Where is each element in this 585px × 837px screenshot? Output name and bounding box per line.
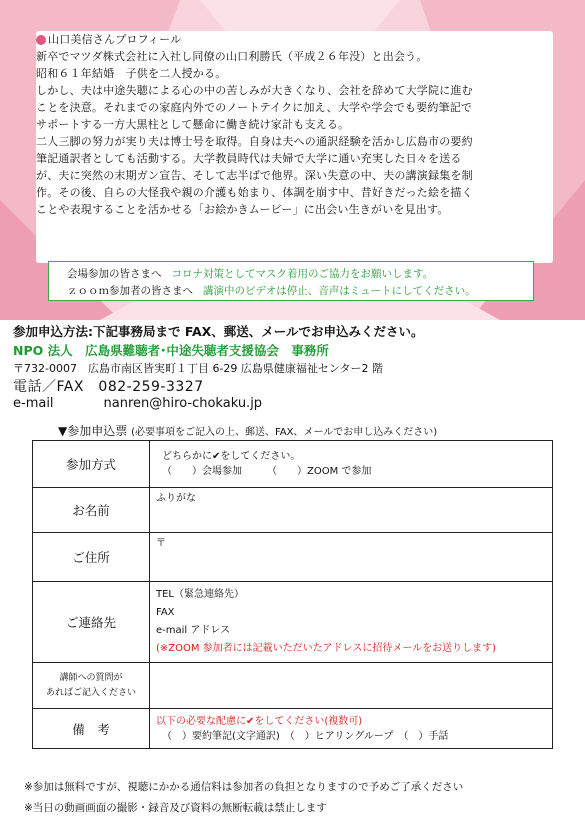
profile-line: ことを決意。それまでの家庭内外でのノートテイクに加え、大学や学会でも要約筆記で (36, 101, 473, 114)
form-label-question (33, 663, 150, 709)
profile-line: 作。その後、自らの大怪我や親の介護も始まり、体調を崩す中、昔好きだった絵を描く (36, 186, 473, 199)
footer-note-fee: ※参加は無料ですが、視聴にかかる通信料は参加者の負担となりますので予めご了承ください (24, 781, 464, 793)
form-row-address (33, 533, 553, 582)
email-label: e-mail (13, 396, 54, 411)
profile-line: ことや表現することを活かせる「お絵かきムービー」に出会い生きがいを見出す。 (36, 203, 449, 216)
form-field-method[interactable] (150, 441, 553, 488)
org-name: NPO 法人 広島県難聴者･中途失聴者支援協会 事務所 (13, 343, 329, 358)
form-title: ▼参加申込票 (58, 424, 128, 438)
form-title-row (58, 422, 437, 439)
profile-box (36, 31, 553, 263)
contact-email-label: e-mail アドレス (156, 625, 231, 636)
notice-zoom-row (67, 283, 476, 298)
profile-line: サポートする一方大黒柱として懸命に働き続け家計も支える。 (36, 118, 350, 131)
form-row-question (33, 663, 553, 709)
profile-line: 新卒でマツダ株式会社に入社し同僚の山口利勝氏（平成２６年没）と出会う。 (36, 50, 428, 63)
contact-fax-label: FAX (156, 607, 175, 618)
org-address: 〒732-0007 広島市南区皆実町１丁目 6-29 広島県健康福祉センター2 階 (13, 362, 383, 375)
form-row-remarks (33, 709, 553, 749)
profile-line: 昭和６１年結婚 子供を二人授かる。 (36, 67, 227, 80)
form-label-name: お名前 (33, 488, 150, 533)
contact-tel-label: TEL（緊急連絡先） (156, 589, 244, 600)
remarks-options[interactable]: （ ）要約筆記(文字通訳) （ ）ヒアリングループ （ ）手話 (162, 730, 449, 742)
form-label-contact: ご連絡先 (33, 582, 150, 663)
postal-mark: 〒 (156, 538, 166, 549)
org-email-row (13, 396, 262, 411)
profile-dot-icon (36, 35, 46, 45)
notice-venue-label: 会場参加の皆さまへ (67, 268, 162, 280)
form-label-method: 参加方式 (33, 441, 150, 488)
profile-line: が、夫に突然の末期ガン宣告、そして志半ばで他界。深い失意の中、夫の講演録集を制 (36, 169, 473, 182)
form-field-contact[interactable] (150, 582, 553, 663)
notice-box (48, 261, 534, 301)
notice-zoom-text: 講演中のビデオは停止、音声はミュートにしてください。 (203, 285, 476, 297)
method-instruction: どちらかに✔をしてください。 (162, 451, 301, 462)
furigana-label: ふりがな (156, 493, 196, 504)
form-label-address: ご住所 (33, 533, 150, 582)
form-field-question[interactable] (150, 663, 553, 709)
email-address[interactable]: nanren@hiro-chokaku.jp (103, 396, 263, 411)
question-label-line2: あればご記入ください (45, 687, 136, 698)
application-form-table (32, 440, 553, 749)
profile-title: 山口美信さんプロフィール (48, 33, 182, 46)
profile-title-row (36, 31, 553, 48)
form-title-note: (必要事項をご記入の上、郵送、FAX、メールでお申し込みください) (131, 427, 438, 438)
form-field-address[interactable] (150, 533, 553, 582)
form-label-remarks: 備 考 (33, 709, 150, 749)
contact-zoom-note: (※ZOOM 参加者には記載いただいたアドレスに招待メールをお送りします) (156, 643, 497, 654)
notice-venue-text: コロナ対策としてマスク着用のご協力をお願いします。 (171, 268, 434, 280)
profile-line: 二人三脚の努力が実り夫は博士号を取得。自身は夫への通訳経験を活かし広島市の要約 (36, 135, 473, 148)
org-telfax: 電話／FAX 082-259-3327 (13, 379, 204, 395)
notice-venue-row (67, 266, 433, 281)
form-row-name (33, 488, 553, 533)
apply-heading: 参加申込方法:下記事務局まで FAX、郵送、メールでお申込みください。 (13, 324, 424, 339)
remarks-instruction: 以下の必要な配慮に✔をしてください(複数可) (156, 715, 363, 727)
form-row-contact (33, 582, 553, 663)
method-options[interactable]: （ ）会場参加 （ ）ZOOM で参加 (162, 466, 372, 477)
profile-line: しかし、夫は中途失聴による心の中の苦しみが大きくなり、会社を辞めて大学院に進む (36, 84, 473, 97)
notice-zoom-label: ｚｏｏｍ参加者の皆さまへ (67, 285, 193, 297)
form-field-name[interactable] (150, 488, 553, 533)
form-field-remarks[interactable] (150, 709, 553, 749)
form-row-method (33, 441, 553, 488)
footer-note-recording: ※当日の動画画面の撮影・録音及び資料の無断転載は禁止します (24, 802, 327, 814)
question-label-line1: 講師への質問が (59, 672, 123, 683)
profile-line: 筆記通訳者としても活動する。大学教員時代は夫婦で大学に通い充実した日々を送る (36, 152, 462, 165)
